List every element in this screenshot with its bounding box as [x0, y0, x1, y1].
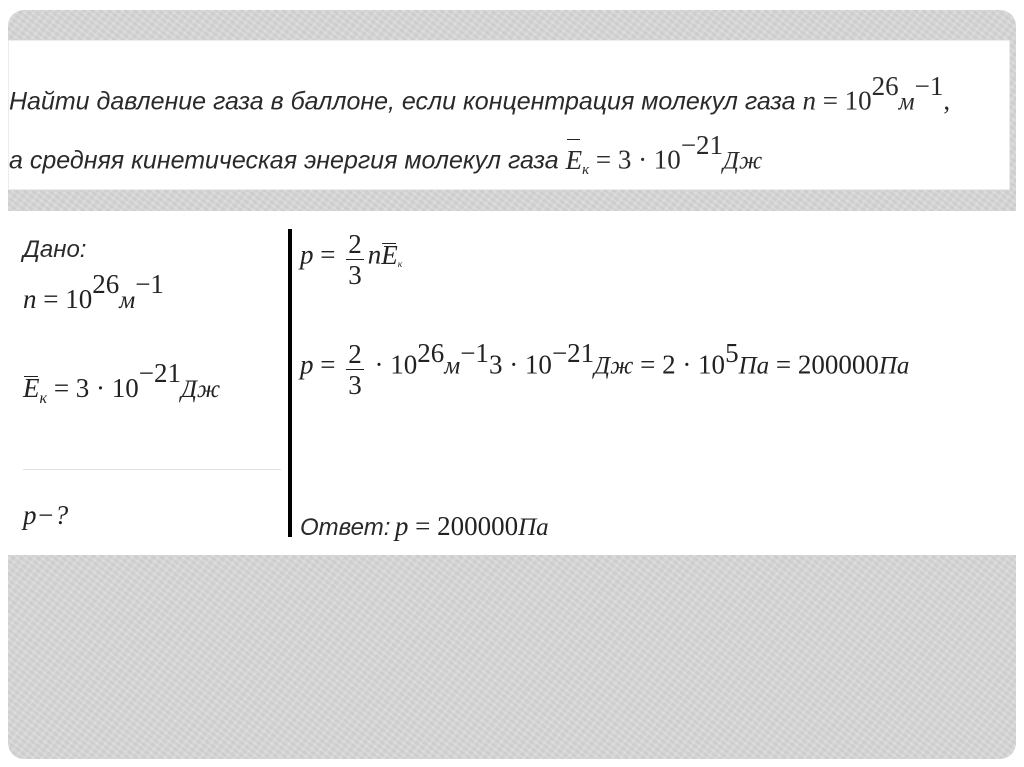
fraction-two-thirds: [346, 229, 364, 290]
concentration-unit: м: [898, 88, 915, 116]
frac-num: 2: [348, 229, 362, 259]
f2-exp2: −21: [551, 338, 595, 369]
f1-e: E: [381, 239, 398, 270]
problem-text-2: а средняя кинетическая энергия молекул газа: [9, 146, 559, 175]
concentration-unit-exp: −1: [914, 70, 944, 101]
problem-statement: [9, 67, 950, 189]
f2-unit1-exp: −1: [460, 338, 489, 369]
f2-part2: 3 · 10: [488, 349, 552, 380]
answer-var: p: [394, 511, 409, 541]
concentration-exp: 26: [871, 70, 899, 101]
given-e-eq: = 3 · 10: [47, 373, 139, 403]
f2-unit3: Па: [738, 352, 770, 380]
problem-text-1: Найти давление газа в баллоне, если концентрация молекул газа: [9, 87, 796, 116]
find-unknown: [23, 500, 68, 531]
problem-line-2: [9, 126, 950, 188]
frac2-den: 3: [348, 370, 362, 400]
given-e-exp: −21: [138, 357, 182, 388]
answer-value: = 200000: [408, 511, 519, 541]
f1-n: n: [367, 239, 382, 270]
formula-general: [300, 229, 402, 290]
energy-exp: −21: [680, 129, 724, 160]
frac-den: 3: [348, 260, 362, 290]
comma: ,: [943, 85, 951, 116]
energy-var: E: [566, 136, 583, 184]
find-text: p−?: [23, 500, 69, 530]
vertical-divider: [288, 229, 292, 537]
given-n-exp: 26: [92, 268, 120, 299]
energy-sub: к: [582, 161, 590, 178]
problem-line-1: [9, 67, 950, 126]
given-divider: [23, 469, 281, 470]
given-n-var: n: [23, 284, 37, 314]
given-n-unit-exp: −1: [135, 268, 164, 299]
f1-eq: =: [313, 239, 343, 270]
problem-panel: [8, 40, 1010, 190]
given-e-sub: к: [39, 388, 48, 407]
concentration-eq: = 10: [815, 85, 872, 116]
f2-part3: = 2 · 10: [633, 349, 726, 380]
given-e-var: E: [23, 373, 40, 403]
f1-sub: к: [397, 259, 403, 271]
f2-exp1: 26: [417, 338, 445, 369]
f2-exp3: 5: [725, 338, 739, 369]
given-concentration: [23, 268, 164, 315]
energy-unit: Дж: [723, 147, 763, 175]
given-n-eq: = 10: [36, 284, 93, 314]
frac2-num: 2: [348, 339, 362, 369]
fraction-two-thirds-2: [346, 339, 364, 400]
answer-unit: Па: [518, 514, 549, 541]
f2-part1: · 10: [367, 349, 418, 380]
f2-unit1: м: [444, 352, 461, 380]
answer: [300, 511, 549, 542]
given-n-unit: м: [119, 287, 136, 314]
f2-unit2: Дж: [594, 352, 634, 380]
given-e-unit: Дж: [181, 376, 221, 403]
formula-calculation: [300, 339, 909, 400]
f2-unit4: Па: [878, 352, 910, 380]
given-label: Дано:: [23, 236, 87, 263]
concentration-var: n: [802, 85, 816, 116]
slide-background: [8, 10, 1016, 759]
f2-part4: = 200000: [769, 349, 879, 380]
f2-eq: =: [313, 349, 343, 380]
solution-panel: [8, 211, 1016, 555]
answer-label: Ответ:: [300, 514, 391, 541]
given-energy: [23, 357, 221, 407]
f2-lhs: p: [300, 349, 314, 380]
f1-lhs: p: [300, 239, 314, 270]
energy-eq: = 3 · 10: [589, 144, 681, 175]
